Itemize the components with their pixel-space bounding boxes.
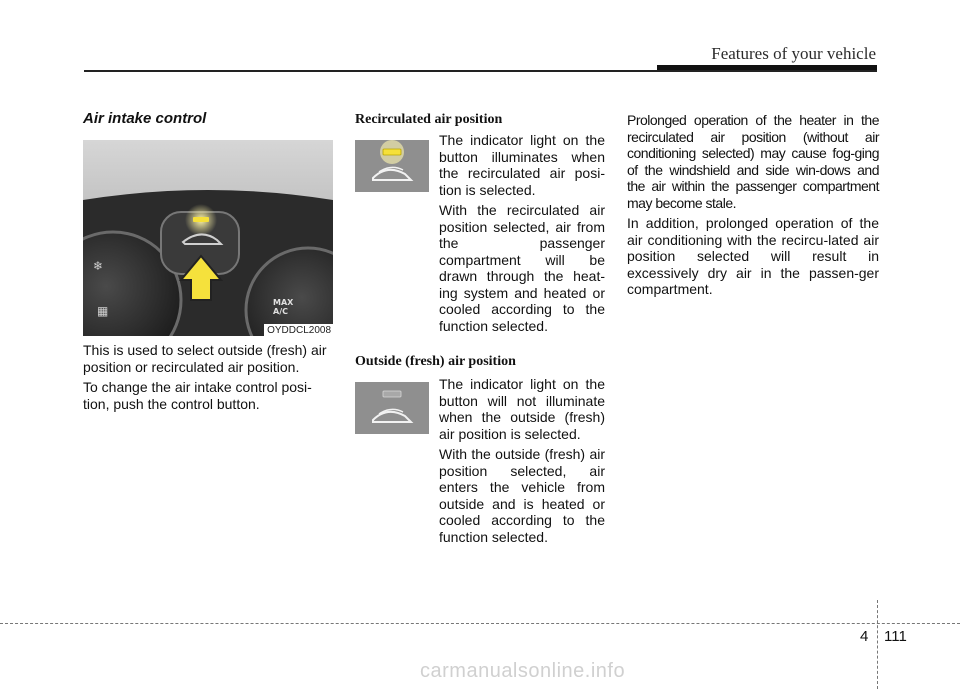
- recirculated-para-1: The indicator light on the button illuminates when the recirculated air posi-tion is selected.: [439, 132, 605, 198]
- intake-description: [83, 342, 335, 416]
- intake-para-1: This is used to select outside (fresh) air position or recirculated air position.: [83, 342, 327, 375]
- recirculated-heading: Recirculated air position: [355, 112, 503, 127]
- page-number: 111: [884, 628, 907, 645]
- outside-para-2: With the outside (fresh) air position selected, air enters the vehicle from outside and is heated or cooled according to the function selected.: [439, 446, 605, 545]
- outside-text: [439, 376, 605, 549]
- outside-indicator-icon: [355, 382, 429, 434]
- image-code: OYDDCL2008: [264, 324, 333, 336]
- prolonged-operation-text: [627, 112, 879, 302]
- intake-para-2: To change the air intake control posi-tion, push the control button.: [83, 379, 312, 412]
- max-label: MAX: [273, 298, 294, 307]
- column3-para-1: Prolonged operation of the heater in the recirculated air position (without air conditioning selected) may cause fog-ging of the windshield and side win-dows and the air within the passenger compartment may become stale.: [627, 112, 879, 211]
- svg-text:❄: ❄: [93, 259, 104, 273]
- chapter-number: 4: [860, 628, 869, 645]
- header-rule-thin: [84, 70, 877, 72]
- watermark: carmanualsonline.info: [420, 660, 626, 682]
- outside-para-1: The indicator light on the button will not illuminate when the outside (fresh) air position is selected.: [439, 376, 605, 442]
- recirculated-text: [439, 132, 605, 338]
- section-heading-air-intake: Air intake control: [83, 110, 207, 127]
- svg-text:▦: ▦: [97, 304, 109, 318]
- recirculated-para-2: With the recirculated air position selected, air from the passenger compartment will be drawn through the heat-ing system and heated or cooled according to the function selected.: [439, 202, 605, 334]
- header-title: Features of your vehicle: [711, 44, 876, 63]
- column3-para-2: In addition, prolonged operation of the air conditioning with the recircu-lated air position selected will result in excessively dry air in the passen-ger compartment.: [627, 215, 879, 297]
- control-panel-illustration: [83, 140, 333, 336]
- footer-rule: [0, 623, 960, 624]
- footer-divider: [877, 600, 878, 689]
- air-intake-control-photo: [83, 140, 333, 336]
- outside-heading: Outside (fresh) air position: [355, 354, 516, 369]
- recirculated-indicator-icon: [355, 140, 429, 192]
- ac-label: A/C: [273, 307, 288, 316]
